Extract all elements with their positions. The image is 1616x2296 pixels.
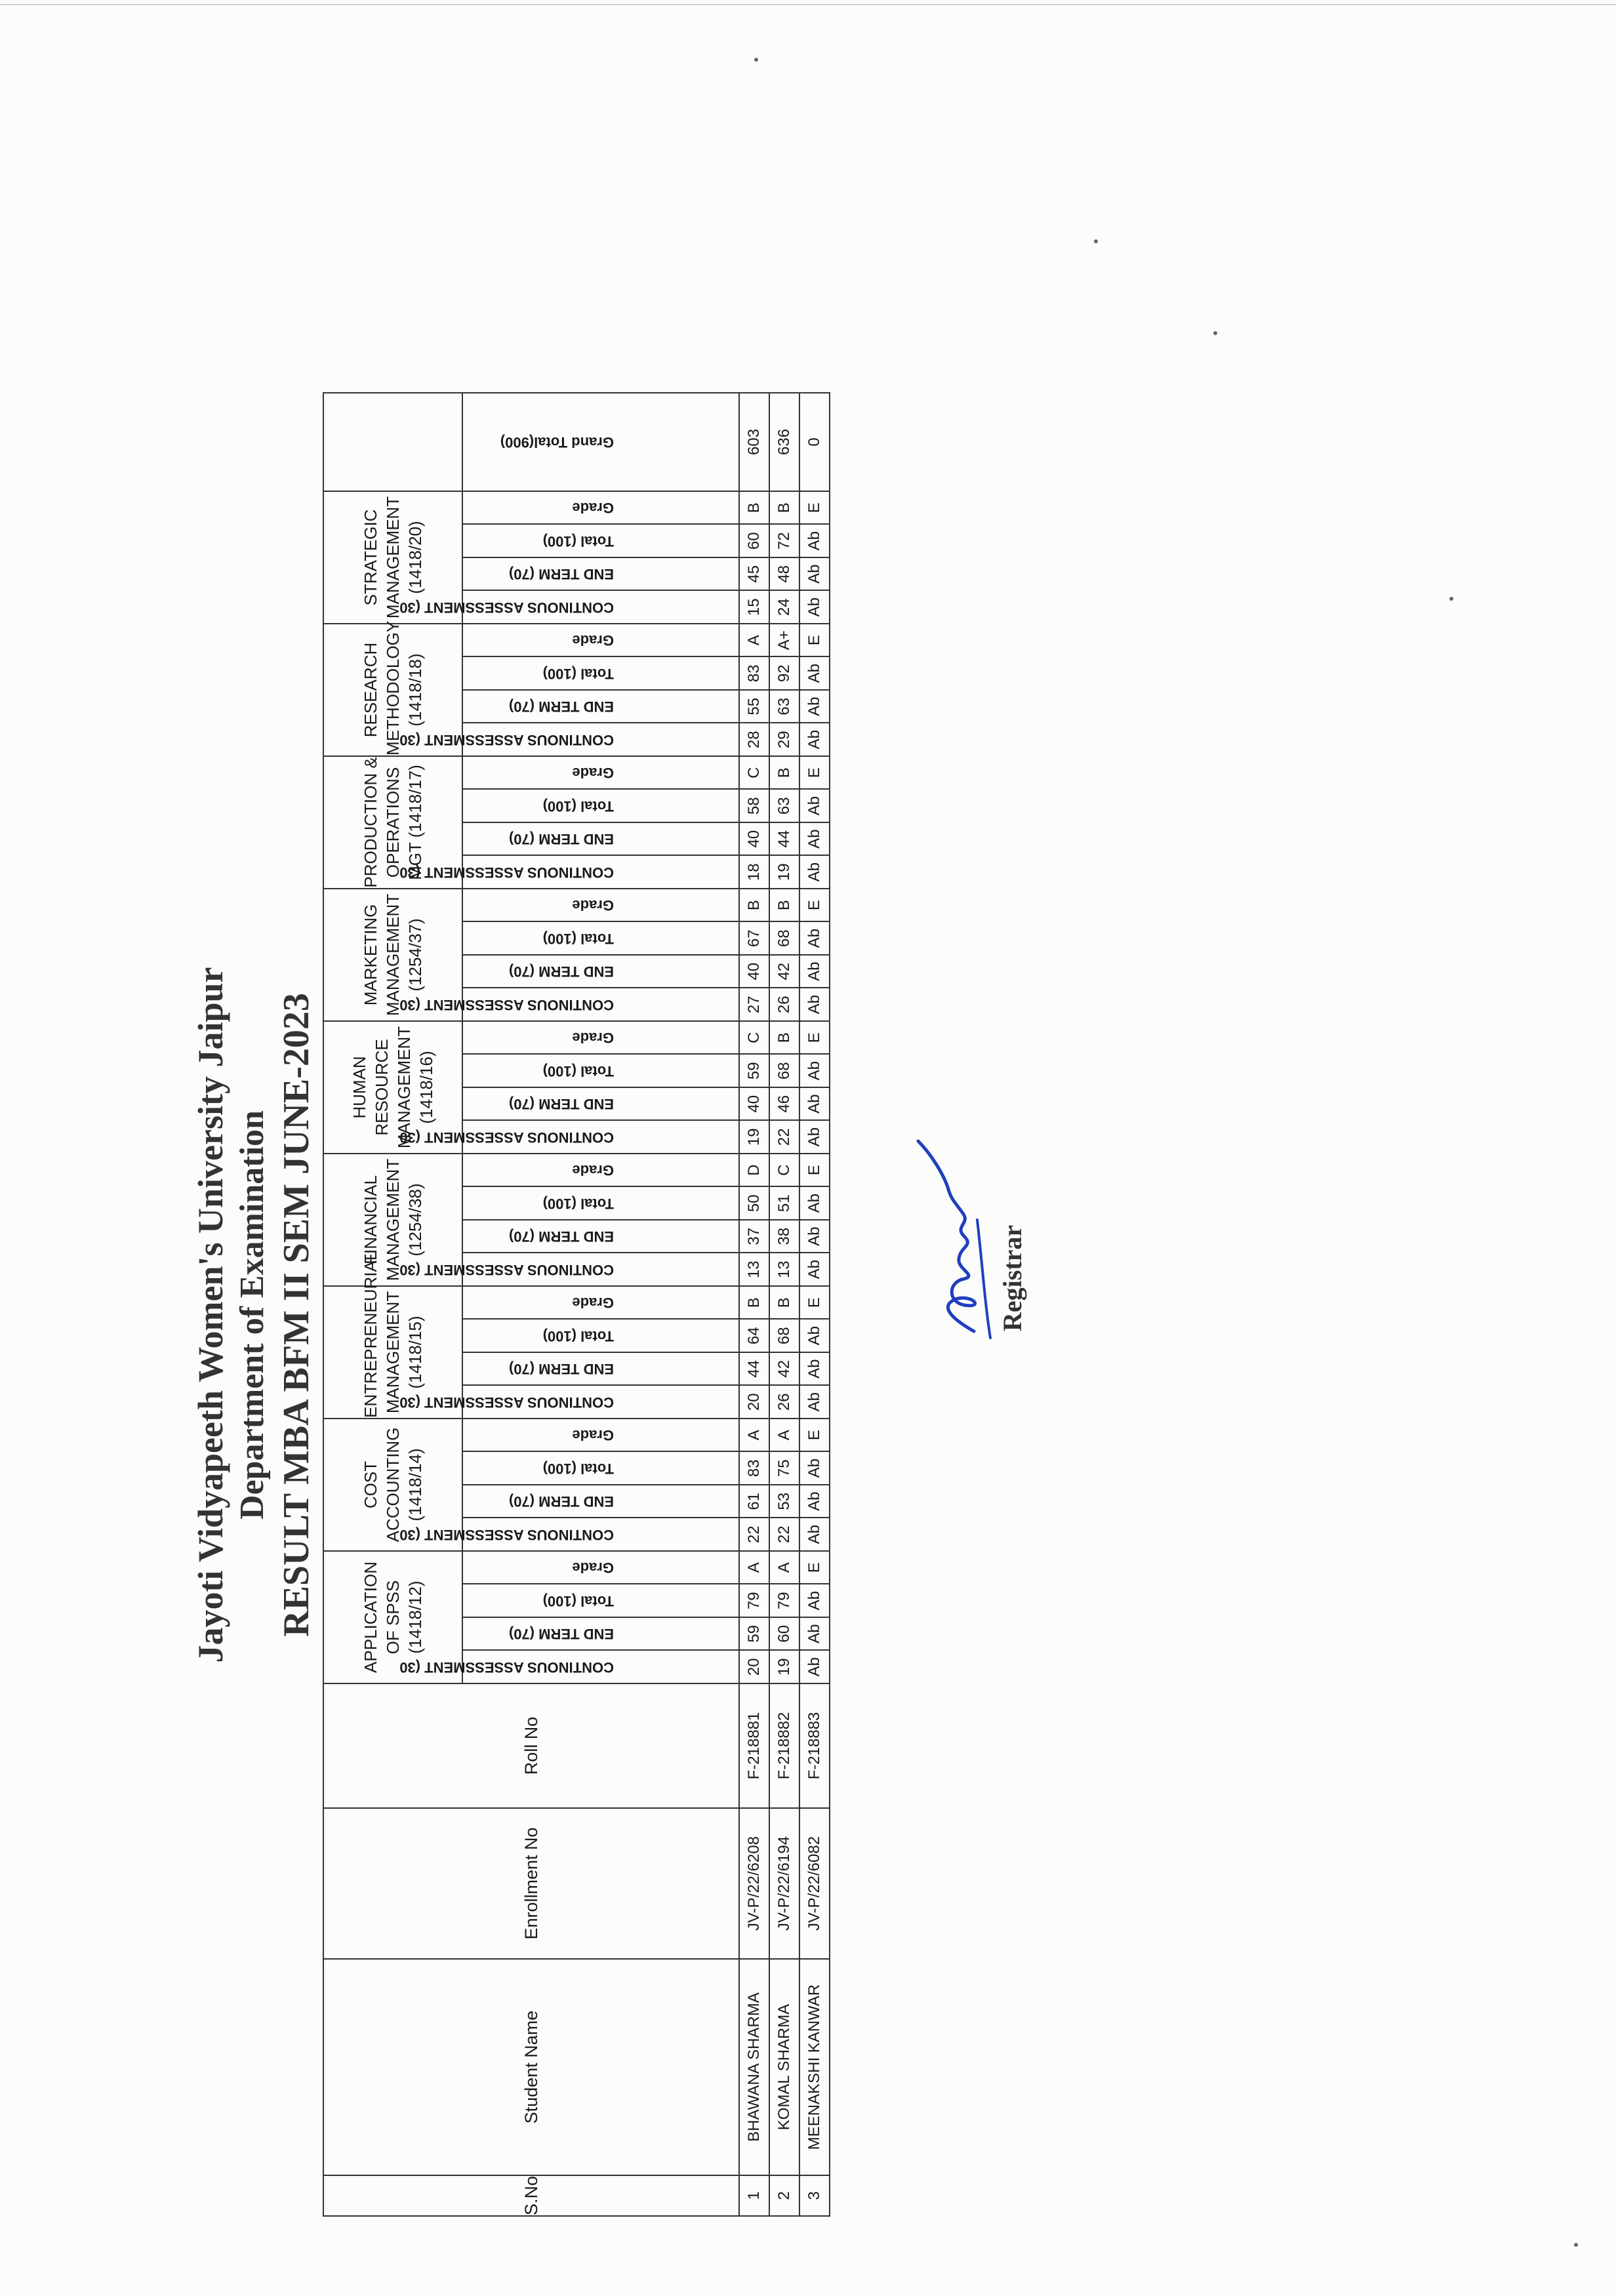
sno-cell: 1 [739, 2175, 769, 2216]
mark-cell: E [799, 1419, 830, 1452]
roll-cell: F-218882 [769, 1683, 799, 1808]
subcolumn-label: Grade [572, 632, 614, 649]
subcolumn-header [462, 1186, 739, 1220]
mark-cell: A [739, 624, 769, 657]
student-name-cell: KOMAL SHARMA [769, 1959, 799, 2175]
subcolumn-label: CONTINOUS ASSESSMENT (30 [399, 864, 614, 881]
subcolumn-header [462, 1352, 739, 1386]
subcolumn-header [462, 557, 739, 591]
mark-cell: 22 [769, 1120, 799, 1154]
subcolumn-label: Total (100) [542, 1195, 614, 1212]
subcolumn-header [462, 491, 739, 525]
subcolumn-label: CONTINOUS ASSESSMENT (30 [399, 599, 614, 616]
mark-cell: 42 [769, 955, 799, 988]
mark-cell: Ab [799, 723, 830, 756]
grand-total-cell: 603 [739, 393, 769, 491]
mark-cell: 37 [739, 1220, 769, 1253]
table-row [799, 393, 830, 2216]
mark-cell: B [769, 1021, 799, 1055]
subcolumn-header [462, 1286, 739, 1319]
mark-cell: Ab [799, 921, 830, 955]
subcolumn-label: CONTINOUS ASSESSMENT (30 [399, 996, 614, 1013]
subcolumn-header [462, 1087, 739, 1121]
mark-cell: E [799, 889, 830, 922]
page-edge [0, 4, 1616, 5]
mark-cell: 83 [739, 656, 769, 690]
registrar-signature [912, 1135, 1003, 1344]
mark-cell: Ab [799, 524, 830, 557]
grand-total-cell: 636 [769, 393, 799, 491]
mark-cell: 58 [739, 789, 769, 822]
subcolumn-label: Total (100) [542, 1460, 614, 1477]
subcolumn-header [462, 524, 739, 557]
mark-cell: A+ [769, 624, 799, 657]
scan-speck [1574, 2243, 1578, 2247]
mark-cell: Ab [799, 557, 830, 591]
mark-cell: Ab [799, 1584, 830, 1617]
subcolumn-header [462, 756, 739, 790]
mark-cell: 40 [739, 1087, 769, 1121]
subject-name: APPLICATION OF SPSS (1418/12) [361, 1561, 425, 1673]
mark-cell: 48 [769, 557, 799, 591]
mark-cell: 59 [739, 1617, 769, 1651]
subcolumn-label: Grade [572, 897, 614, 914]
subcolumn-header [462, 822, 739, 856]
mark-cell: B [769, 1286, 799, 1319]
subject-name: ENTREPRENEURIAL MANAGEMENT (1418/15) [361, 1251, 425, 1418]
mark-cell: 19 [739, 1120, 769, 1154]
subcolumn-header [462, 1154, 739, 1187]
subcolumn-label: Total (100) [542, 1327, 614, 1344]
mark-cell: 44 [739, 1352, 769, 1386]
subject-name: COST ACCOUNTING (1418/14) [361, 1427, 425, 1542]
mark-cell: Ab [799, 1120, 830, 1154]
subcolumn-header [399, 1518, 739, 1551]
subcolumn-header [462, 656, 739, 690]
scan-speck [1213, 331, 1217, 335]
mark-cell: 55 [739, 690, 769, 723]
mark-cell: A [739, 1419, 769, 1452]
subcolumn-label: CONTINOUS ASSESSMENT (30 [399, 1261, 614, 1278]
mark-cell: Ab [799, 988, 830, 1021]
student-name-cell: BHAWANA SHARMA [739, 1959, 769, 2175]
mark-cell: A [739, 1551, 769, 1584]
subcolumn-label: CONTINOUS ASSESSMENT (30 [399, 731, 614, 748]
subcolumn-header [462, 1419, 739, 1452]
mark-cell: 20 [739, 1385, 769, 1419]
mark-cell: Ab [799, 1087, 830, 1121]
mark-cell: 50 [739, 1186, 769, 1220]
subcolumn-label: END TERM (70) [508, 1361, 614, 1378]
scan-speck [1449, 597, 1453, 601]
roll-cell: F-218883 [799, 1683, 830, 1808]
mark-cell: 68 [769, 1054, 799, 1087]
mark-cell: 83 [739, 1451, 769, 1485]
result-sheet [151, 39, 1049, 2217]
mark-cell: A [769, 1419, 799, 1452]
mark-cell: 63 [769, 789, 799, 822]
mark-cell: 72 [769, 524, 799, 557]
grand-total-header [462, 393, 739, 491]
enrollment-cell: JV-P/22/6194 [769, 1808, 799, 1959]
mark-cell: Ab [799, 855, 830, 889]
subcolumn-label: Total (100) [542, 665, 614, 682]
mark-cell: B [739, 491, 769, 525]
subcolumn-label: END TERM (70) [508, 963, 614, 980]
result-rows [739, 393, 830, 2216]
mark-cell: E [799, 1154, 830, 1187]
university-name: Jayoti Vidyapeeth Women's University Jaipur [191, 967, 230, 1663]
grand-total-cell: 0 [799, 393, 830, 491]
mark-cell: 68 [769, 921, 799, 955]
subcolumn-label: END TERM (70) [508, 566, 614, 583]
mark-cell: 40 [739, 955, 769, 988]
mark-cell: Ab [799, 1253, 830, 1286]
mark-cell: 24 [769, 590, 799, 624]
mark-cell: 44 [769, 822, 799, 856]
subcolumn-header [462, 889, 739, 922]
subcolumn-header [462, 1319, 739, 1352]
sno-cell: 2 [769, 2175, 799, 2216]
mark-cell: Ab [799, 1485, 830, 1518]
mark-cell: 13 [769, 1253, 799, 1286]
mark-cell: E [799, 1286, 830, 1319]
mark-cell: B [739, 1286, 769, 1319]
mark-cell: Ab [799, 789, 830, 822]
mark-cell: 28 [739, 723, 769, 756]
roll-no-header: Roll No [323, 1683, 739, 1808]
subcolumn-header [462, 624, 739, 657]
student-name-header: Student Name [323, 1959, 739, 2175]
mark-cell: 68 [769, 1319, 799, 1352]
mark-cell: 60 [769, 1617, 799, 1651]
subcolumn-label: Total (100) [542, 930, 614, 947]
mark-cell: Ab [799, 1319, 830, 1352]
mark-cell: Ab [799, 656, 830, 690]
subcolumn-label: END TERM (70) [508, 1493, 614, 1510]
subcolumn-header [399, 1650, 739, 1683]
subcolumn-label: CONTINOUS ASSESSMENT (30 [399, 1394, 614, 1411]
subcolumn-label: Grade [572, 1030, 614, 1047]
mark-cell: 53 [769, 1485, 799, 1518]
grand-total-blank-header [323, 393, 462, 491]
scan-speck [754, 58, 758, 62]
subcolumn-label: Grade [572, 1295, 614, 1312]
student-name-cell: MEENAKSHI KANWAR [799, 1959, 830, 2175]
mark-cell: Ab [799, 1186, 830, 1220]
mark-cell: E [799, 624, 830, 657]
grand-total-label: Grand Total(900) [500, 433, 614, 451]
mark-cell: E [799, 756, 830, 790]
subcolumn-label: END TERM (70) [508, 1096, 614, 1113]
subcolumn-header [462, 955, 739, 988]
mark-cell: 61 [739, 1485, 769, 1518]
mark-cell: B [769, 889, 799, 922]
mark-cell: Ab [799, 1451, 830, 1485]
mark-cell: 29 [769, 723, 799, 756]
mark-cell: 40 [739, 822, 769, 856]
enrollment-cell: JV-P/22/6082 [799, 1808, 830, 1959]
mark-cell: 20 [739, 1650, 769, 1683]
subcolumn-header [462, 1485, 739, 1518]
subject-name: STRATEGIC MANAGEMENT (1418/20) [361, 496, 425, 619]
table-row [739, 393, 769, 2216]
subcolumn-header [462, 1054, 739, 1087]
subcolumn-header [399, 590, 739, 624]
subcolumn-header [462, 789, 739, 822]
mark-cell: Ab [799, 1518, 830, 1551]
mark-cell: Ab [799, 1220, 830, 1253]
subcolumn-label: Total (100) [542, 1062, 614, 1079]
subcolumn-header [462, 1451, 739, 1485]
mark-cell: 59 [739, 1054, 769, 1087]
subcolumn-header [462, 1617, 739, 1651]
mark-cell: 18 [739, 855, 769, 889]
enrollment-cell: JV-P/22/6208 [739, 1808, 769, 1959]
mark-cell: 46 [769, 1087, 799, 1121]
mark-cell: 13 [739, 1253, 769, 1286]
mark-cell: B [739, 889, 769, 922]
enrollment-no-header: Enrollment No [323, 1808, 739, 1959]
subject-name: HUMAN RESOURCE MANAGEMENT (1418/16) [350, 1026, 436, 1149]
sno-cell: 3 [799, 2175, 830, 2216]
subcolumn-label: END TERM (70) [508, 1228, 614, 1245]
scan-speck [1094, 239, 1098, 243]
subcolumn-label: Grade [572, 765, 614, 782]
subcolumn-label: Total (100) [542, 533, 614, 550]
sno-header: S.No [323, 2175, 739, 2216]
mark-cell: E [799, 1551, 830, 1584]
subcolumn-header [462, 1021, 739, 1055]
mark-cell: 45 [739, 557, 769, 591]
mark-cell: Ab [799, 1617, 830, 1651]
roll-cell: F-218881 [739, 1683, 769, 1808]
subcolumn-label: Grade [572, 500, 614, 517]
mark-cell: Ab [799, 1650, 830, 1683]
mark-cell: 27 [739, 988, 769, 1021]
mark-cell: C [739, 756, 769, 790]
subcolumn-label: END TERM (70) [508, 831, 614, 848]
subject-name: FINANCIAL MANAGEMENT (1254/38) [361, 1158, 425, 1281]
subcolumn-label: Total (100) [542, 797, 614, 815]
mark-cell: Ab [799, 1054, 830, 1087]
subcolumn-header [462, 1584, 739, 1617]
mark-cell: Ab [799, 1352, 830, 1386]
subcolumn-label: CONTINOUS ASSESSMENT (30 [399, 1129, 614, 1146]
mark-cell: 60 [739, 524, 769, 557]
mark-cell: Ab [799, 1385, 830, 1419]
subcolumn-label: END TERM (70) [508, 698, 614, 715]
mark-cell: E [799, 1021, 830, 1055]
mark-cell: A [769, 1551, 799, 1584]
subcolumn-header [399, 1120, 739, 1154]
mark-cell: Ab [799, 590, 830, 624]
mark-cell: 22 [739, 1518, 769, 1551]
mark-cell: Ab [799, 690, 830, 723]
mark-cell: 42 [769, 1352, 799, 1386]
subject-name: RESEARCH METHODOLOGY (1418/18) [361, 620, 425, 755]
mark-cell: B [769, 491, 799, 525]
subcolumn-header [399, 855, 739, 889]
mark-cell: 92 [769, 656, 799, 690]
mark-cell: Ab [799, 822, 830, 856]
mark-cell: D [739, 1154, 769, 1187]
subcolumn-label: Grade [572, 1427, 614, 1444]
subject-name: MARKETING MANAGEMENT (1254/37) [361, 893, 425, 1017]
subcolumn-header [462, 1551, 739, 1584]
table-row [769, 393, 799, 2216]
mark-cell: C [739, 1021, 769, 1055]
mark-cell: 19 [769, 1650, 799, 1683]
subcolumn-label: CONTINOUS ASSESSMENT (30 [399, 1526, 614, 1543]
mark-cell: 79 [739, 1584, 769, 1617]
mark-cell: B [769, 756, 799, 790]
mark-cell: 79 [769, 1584, 799, 1617]
subcolumn-label: Grade [572, 1162, 614, 1179]
mark-cell: 15 [739, 590, 769, 624]
mark-cell: Ab [799, 955, 830, 988]
subcolumn-label: Total (100) [542, 1592, 614, 1609]
result-title: RESULT MBA BFM II SEM JUNE-2023 [276, 993, 317, 1637]
subcolumn-header [462, 921, 739, 955]
mark-cell: 19 [769, 855, 799, 889]
mark-cell: 38 [769, 1220, 799, 1253]
department-name: Department of Examination [233, 1110, 271, 1520]
subcolumn-header [399, 1385, 739, 1419]
mark-cell: E [799, 491, 830, 525]
mark-cell: 26 [769, 1385, 799, 1419]
subcolumn-header [462, 1220, 739, 1253]
mark-cell: 63 [769, 690, 799, 723]
subject-name: PRODUCTION & OPERATIONS MGT (1418/17) [361, 757, 425, 888]
mark-cell: 51 [769, 1186, 799, 1220]
subcolumn-header [399, 1253, 739, 1286]
mark-cell: 64 [739, 1319, 769, 1352]
mark-cell: 26 [769, 988, 799, 1021]
subject-header-row [323, 393, 462, 2216]
mark-cell: C [769, 1154, 799, 1187]
subcolumn-label: CONTINOUS ASSESSMENT (30 [399, 1659, 614, 1676]
result-table [323, 392, 830, 2217]
mark-cell: 22 [769, 1518, 799, 1551]
subcolumn-header [399, 723, 739, 756]
subcolumn-label: END TERM (70) [508, 1626, 614, 1643]
mark-cell: 67 [739, 921, 769, 955]
subcolumn-label: Grade [572, 1560, 614, 1577]
subcolumn-header [399, 988, 739, 1021]
subcolumn-header [462, 690, 739, 723]
registrar-label: Registrar [998, 1224, 1027, 1331]
mark-cell: 75 [769, 1451, 799, 1485]
